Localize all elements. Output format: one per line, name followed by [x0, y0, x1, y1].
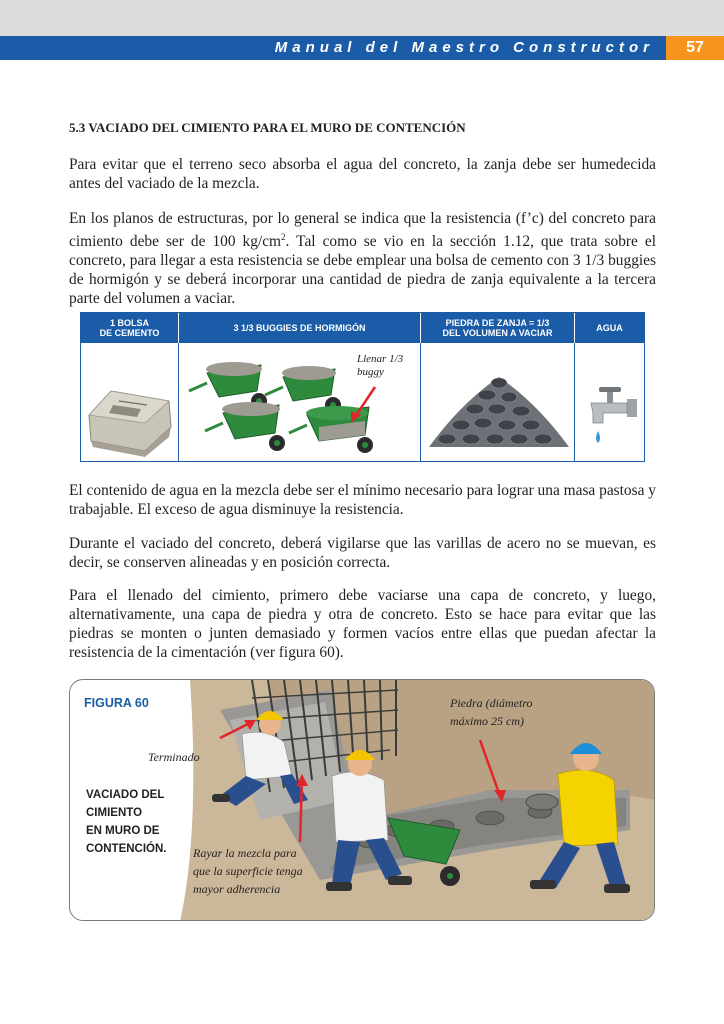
header-agua: AGUA — [596, 323, 623, 333]
figure-60-box — [69, 679, 655, 921]
running-header-title: Manual del Maestro Constructor — [274, 39, 654, 56]
cell-agua — [575, 343, 644, 461]
note-piedra: Piedra (diámetro máximo 25 cm) — [450, 696, 533, 728]
section-heading: 5.3 VACIADO DEL CIMIENTO PARA EL MURO DE CONTENCIÓN — [69, 120, 466, 135]
cement-bag-icon — [81, 343, 177, 459]
note-terminado: Terminado — [148, 750, 200, 764]
cell-hormigon — [179, 343, 421, 461]
paragraph-resistencia-part2: . Tal como se vio en la sección 1.12, que trata sobre el concreto, para llegar a esta resistencia se debe emplear una bolsa de cemento con 3 1/3 buggies de hormigón y se deberá incorporar una cantidad de piedra de zanja equivalente a la tercera parte del volumen a vaciar. — [69, 233, 656, 308]
materials-table — [80, 312, 645, 462]
page-number: 57 — [666, 36, 724, 60]
cell-piedra — [421, 343, 575, 461]
materials-table-header — [81, 313, 644, 343]
paragraph-varillas: Durante el vaciado del concreto, deberá vigilarse que las varillas de acero no se muevan, es decir, se conserven alineadas y en posición correcta. — [69, 535, 656, 571]
paragraph-agua: El contenido de agua en la mezcla debe ser el mínimo necesario para lograr una masa pastosa y trabajable. El exceso de agua disminuye la resistencia. — [69, 482, 656, 518]
note-rayar: Rayar la mezcla para que la superficie tenga mayor adherencia — [193, 846, 303, 896]
top-margin-band — [0, 0, 724, 36]
header-hormigon: 3 1/3 BUGGIES DE HORMIGÓN — [179, 313, 421, 343]
paragraph-resistencia — [69, 209, 656, 308]
paragraph-humedecer: Para evitar que el terreno seco absorba el agua del concreto, la zanja debe ser humedecida antes del vaciado de la mezcla. — [69, 156, 656, 192]
superscript-two: 2 — [281, 232, 286, 242]
cell-cement — [81, 343, 179, 461]
paragraph-llenado: Para el llenado del cimiento, primero debe vaciarse una capa de concreto, y luego, alternativamente, una capa de piedra y otra de concreto. Esto se hace para evitar que las piedras se monten o junten demasiado y formen vacíos entre ellas que puedan afectar la resistencia de la cimentación (ver figura 60). — [69, 587, 656, 661]
water-tap-icon — [575, 343, 644, 461]
paragraph-resistencia-part1: En los planos de estructuras, por lo general se indica que la resistencia (f’c) del concreto para cimiento debe ser de 100 kg/cm — [69, 210, 656, 251]
figure-caption: VACIADO DEL CIMIENTO EN MURO DE CONTENCIÓN. — [86, 789, 167, 855]
header-piedra: PIEDRA DE ZANJA = 1/3 DEL VOLUMEN A VACIAR — [421, 313, 575, 343]
buggy-note: Llenar 1/3 buggy — [357, 353, 404, 378]
header-cement: 1 BOLSA DE CEMENTO — [81, 313, 179, 343]
figure-label: FIGURA 60 — [84, 696, 149, 710]
stone-pile-icon — [421, 343, 575, 461]
